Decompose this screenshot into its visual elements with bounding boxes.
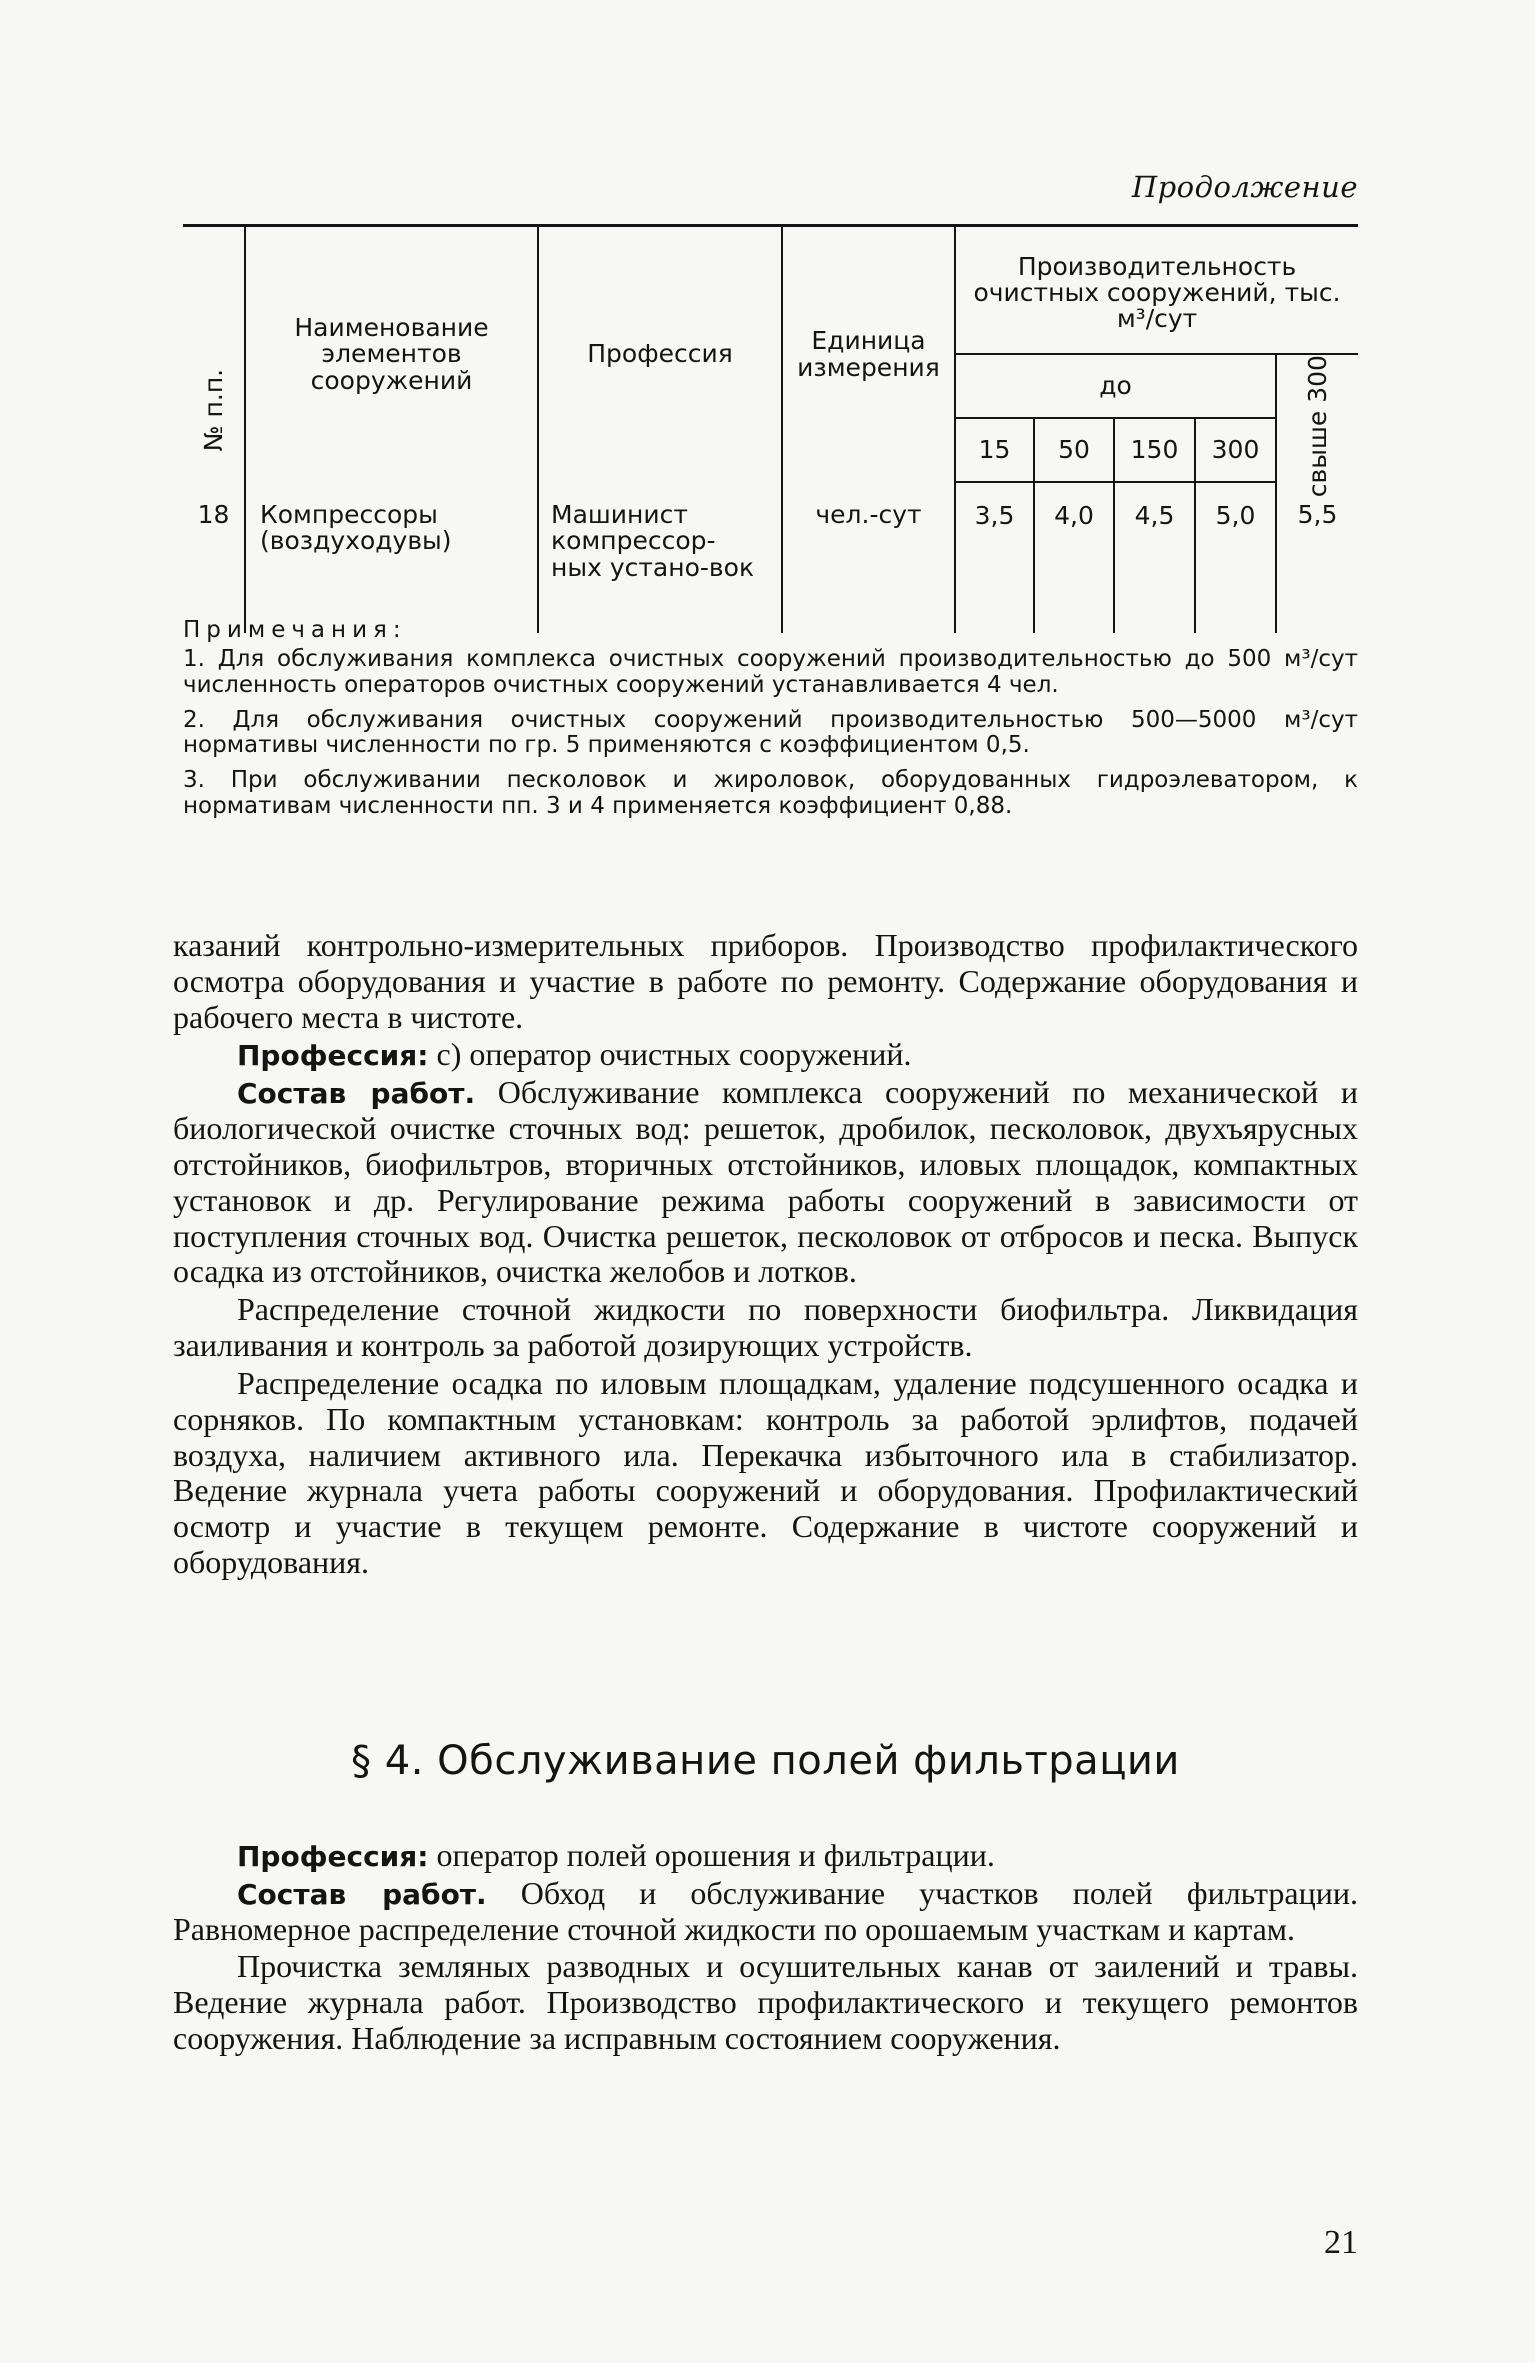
work-paragraph bbox=[173, 1876, 1358, 1948]
row-value-150: 4,5 bbox=[1114, 482, 1195, 633]
work-label: Состав работ. bbox=[237, 1877, 487, 1911]
work-label: Состав работ. bbox=[237, 1077, 476, 1111]
section-title: § 4. Обслуживание полей фильтрации bbox=[351, 1738, 1180, 1784]
continuation-label: Продолжение bbox=[1131, 170, 1358, 204]
header-num: № п.п. bbox=[183, 226, 245, 483]
row-value-50: 4,0 bbox=[1034, 482, 1114, 633]
header-above: свыше 300 bbox=[1276, 354, 1358, 482]
header-col-300: 300 bbox=[1195, 418, 1276, 482]
work-text: Обход и обслуживание участков полей фильтрации. Равномерное распределение сточной жидкости по орошаемым участкам и картам. bbox=[173, 1874, 1359, 1947]
section-text bbox=[173, 1838, 1358, 2059]
row-unit: чел.-сут bbox=[782, 482, 955, 633]
row-profession: Машинист компрессор-ных устано-вок bbox=[538, 482, 782, 633]
row-value-300: 5,0 bbox=[1195, 482, 1276, 633]
row-value-15: 3,5 bbox=[955, 482, 1034, 633]
work-text: Обслуживание комплекса сооружений по механической и биологической очистке сточных вод: решеток, дробилок, песколовок, двухъярусных отстойников, биофильтров, вторичных отстойников, иловых площадок, компактных установок и др. Регулирование режима работы сооружений в зависимости от поступления сточных вод. Очистка решеток, песколовок от отбросов и песка. Выпуск осадка из отстойников, очистка желобов и лотков. bbox=[173, 1074, 1359, 1290]
header-col-50: 50 bbox=[1034, 418, 1114, 482]
table-notes bbox=[183, 618, 1358, 829]
header-profession: Профессия bbox=[538, 226, 782, 483]
header-col-15: 15 bbox=[955, 418, 1034, 482]
paragraph: казаний контрольно-измерительных приборов. Производство профилактического осмотра оборудования и участие в работе по ремонту. Содержание оборудования и рабочего места в чистоте. bbox=[173, 927, 1358, 1035]
profession-paragraph bbox=[173, 1037, 1358, 1073]
table-row bbox=[183, 482, 1358, 633]
profession-paragraph bbox=[173, 1838, 1358, 1874]
work-paragraph bbox=[173, 1075, 1358, 1290]
note-item: 3. При обслуживании песколовок и жироловок, оборудованных гидроэлеватором, к нормативам численности пп. 3 и 4 применяется коэффициент 0,88. bbox=[183, 767, 1358, 819]
profession-text: с) оператор очистных сооружений. bbox=[436, 1036, 912, 1073]
row-num: 18 bbox=[197, 500, 230, 529]
main-text bbox=[173, 928, 1358, 1583]
header-name: Наименование элементов сооружений bbox=[245, 226, 538, 483]
profession-label: Профессия: bbox=[237, 1039, 429, 1073]
paragraph: Распределение сточной жидкости по поверхности биофильтра. Ликвидация заиливания и контроль за работой дозирующих устройств. bbox=[173, 1291, 1358, 1364]
paragraph: Распределение осадка по иловым площадкам, удаление подсушенного осадка и сорняков. По компактным установкам: контроль за работой эрлифтов, подачей воздуха, наличием активного ила. Перекачка избыточного ила в стабилизатор. Ведение журнала учета работы сооружений и оборудования. Профилактический осмотр и участие в текущем ремонте. Содержание в чистоте сооружений и оборудования. bbox=[173, 1364, 1358, 1581]
page-number: 21 bbox=[1324, 2224, 1358, 2261]
row-value-above-300: 5,5 bbox=[1276, 482, 1358, 633]
row-name: Компрессоры (воздуходувы) bbox=[245, 482, 538, 633]
profession-label: Профессия: bbox=[237, 1840, 429, 1873]
header-capacity: Производительность очистных сооружений, тыс. м³/сут bbox=[955, 226, 1358, 355]
note-item: 1. Для обслуживания комплекса очистных сооружений производительностью до 500 м³/сут численность операторов очистных сооружений устанавливается 4 чел. bbox=[183, 646, 1358, 698]
note-item: 2. Для обслуживания очистных сооружений производительностью 500—5000 м³/сут нормативы численности по гр. 5 применяются с коэффициентом 0,5. bbox=[183, 706, 1358, 759]
notes-heading: Примечания: bbox=[183, 617, 407, 643]
norms-table bbox=[183, 224, 1358, 633]
header-unit: Единица измерения bbox=[782, 226, 955, 483]
paragraph: Прочистка земляных разводных и осушительных канав от заилений и травы. Ведение журнала работ. Производство профилактического и текущего ремонтов сооружения. Наблюдение за исправным состоянием сооружения. bbox=[173, 1948, 1358, 2057]
header-upto: до bbox=[955, 354, 1276, 418]
header-col-150: 150 bbox=[1114, 418, 1195, 482]
profession-text: оператор полей орошения и фильтрации. bbox=[436, 1837, 995, 1873]
